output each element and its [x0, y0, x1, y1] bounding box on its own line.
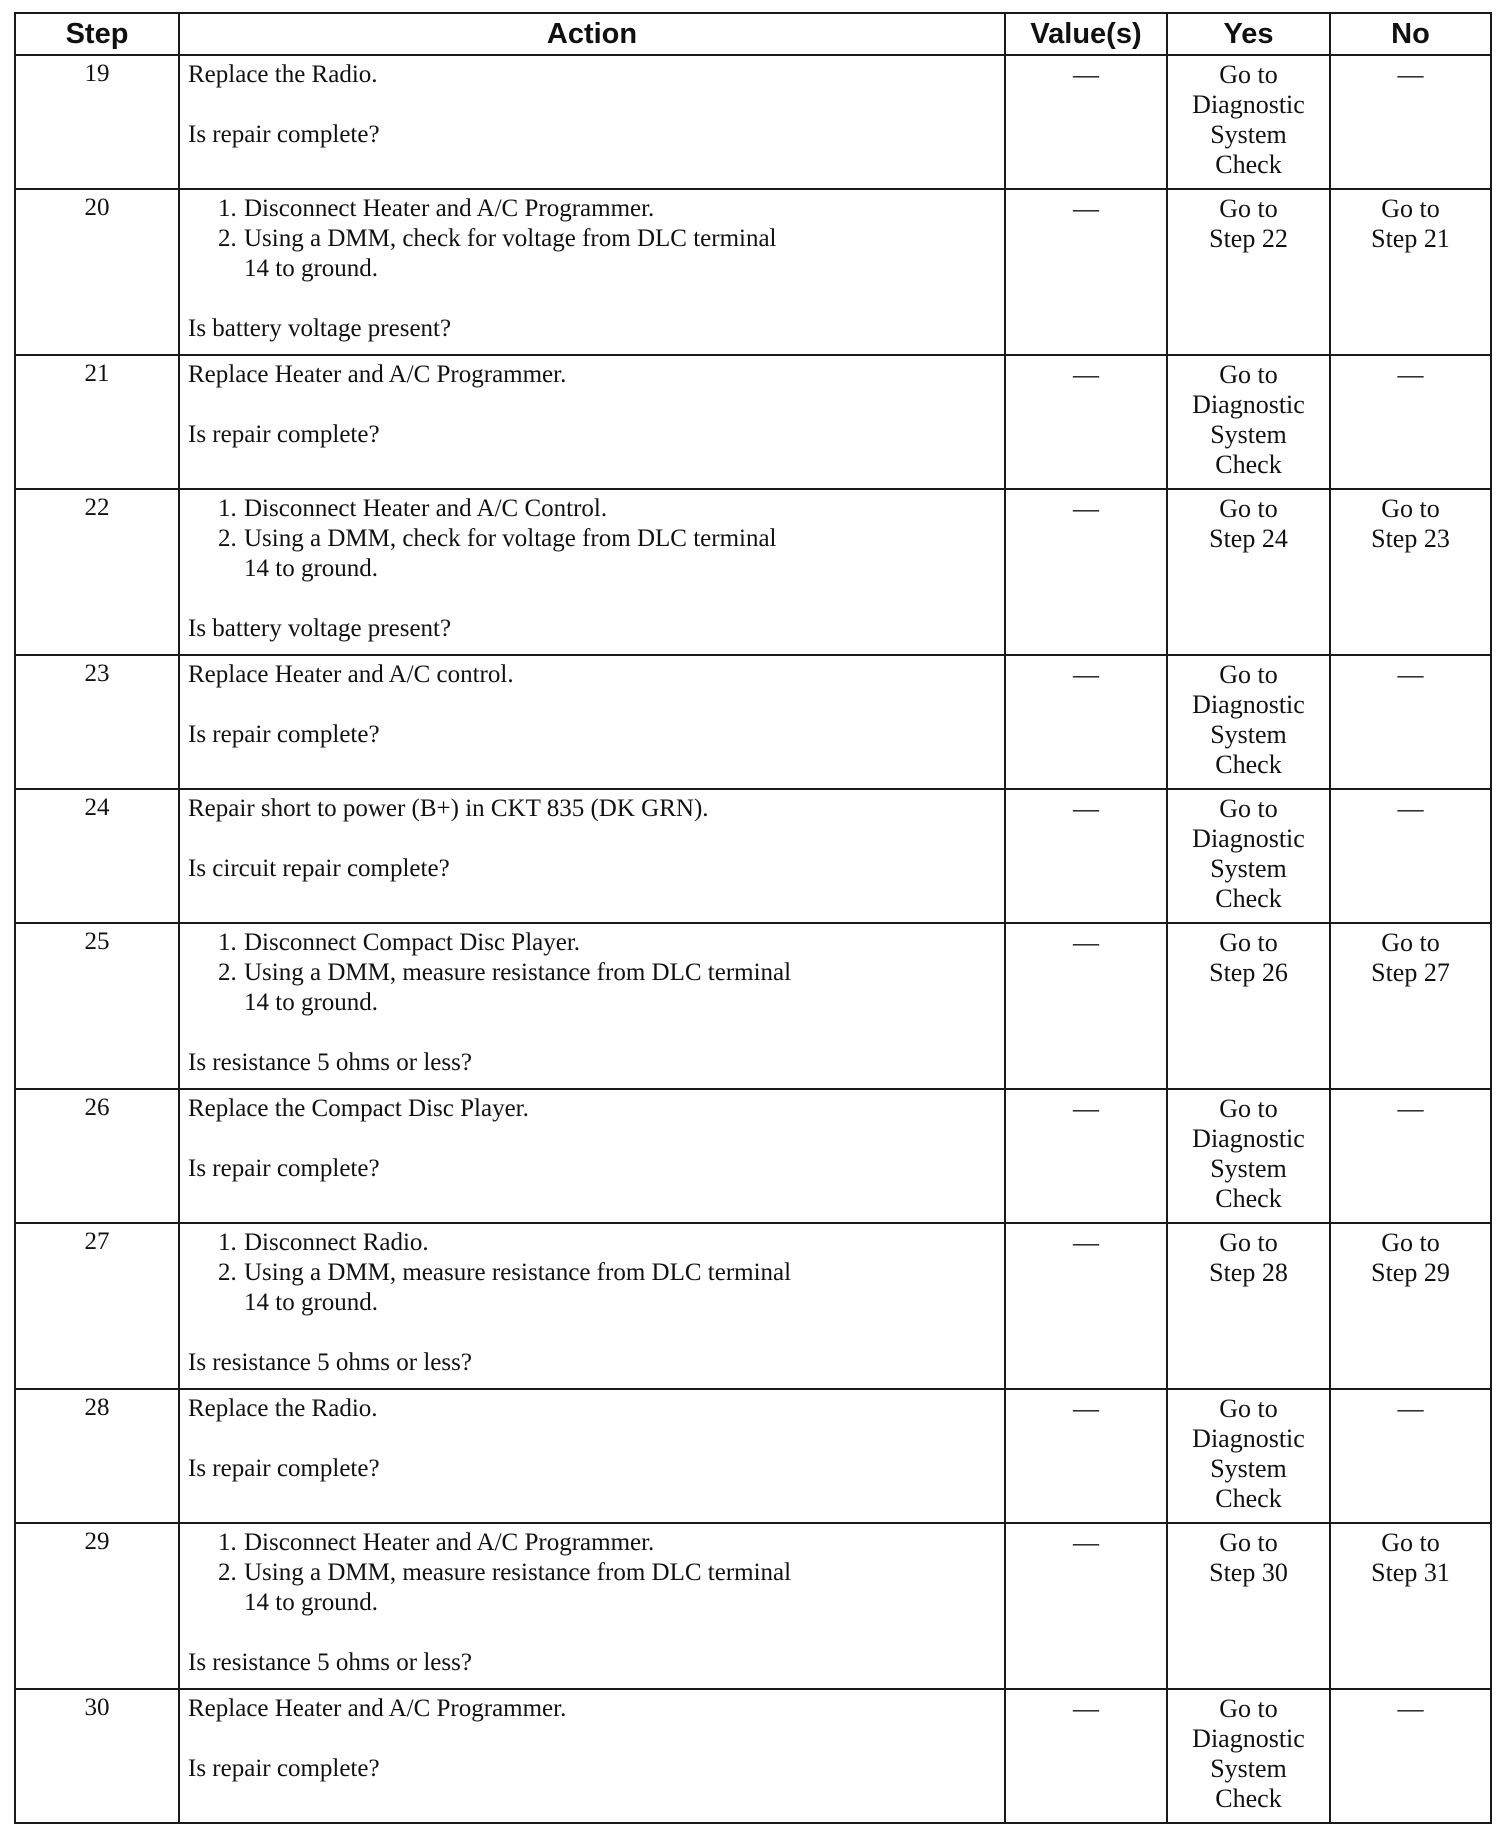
no-cell — [1330, 923, 1491, 1089]
no-text: Go to — [1381, 494, 1440, 523]
header-row — [15, 13, 1491, 55]
step-number: 24 — [15, 789, 179, 923]
action-step-number: 1. — [218, 195, 237, 222]
action-step-text: Disconnect Radio. — [244, 1229, 429, 1256]
yes-cell — [1167, 355, 1330, 489]
no-cell — [1330, 55, 1491, 189]
action-step-text: Using a DMM, measure resistance from DLC terminal — [244, 1559, 792, 1586]
action-question: Is resistance 5 ohms or less? — [188, 1649, 472, 1676]
action-step-text: Disconnect Compact Disc Player. — [244, 929, 581, 956]
action-step-text: Using a DMM, check for voltage from DLC terminal — [244, 525, 777, 552]
yes-cell — [1167, 1089, 1330, 1223]
action-cell — [179, 1223, 1005, 1389]
step-number: 25 — [15, 923, 179, 1089]
yes-text: Go to — [1219, 928, 1278, 957]
yes-text: Diagnostic — [1192, 90, 1305, 119]
yes-text: System — [1210, 1454, 1287, 1483]
yes-cell — [1167, 55, 1330, 189]
action-step-number: 2. — [218, 1259, 237, 1286]
no-cell — [1330, 355, 1491, 489]
no-text: — — [1397, 1394, 1424, 1423]
action-step-text: 14 to ground. — [244, 255, 379, 282]
action-step-text: 14 to ground. — [244, 989, 379, 1016]
action-steps-list — [188, 494, 996, 584]
yes-text: Check — [1215, 1184, 1282, 1213]
action-question: Is repair complete? — [188, 121, 380, 148]
yes-text: Diagnostic — [1192, 1124, 1305, 1153]
value-cell — [1005, 189, 1167, 355]
value-cell — [1005, 655, 1167, 789]
table-row — [15, 1689, 1491, 1823]
value-text: — — [1073, 928, 1099, 957]
value-text: — — [1073, 1394, 1099, 1423]
yes-text: Step 28 — [1209, 1258, 1288, 1287]
yes-text: Go to — [1219, 360, 1278, 389]
step-number: 29 — [15, 1523, 179, 1689]
action-step-item — [218, 524, 996, 584]
no-cell — [1330, 189, 1491, 355]
action-cell — [179, 189, 1005, 355]
no-cell — [1330, 1389, 1491, 1523]
no-text: — — [1397, 1094, 1424, 1123]
header-action: Action — [179, 13, 1005, 55]
table-row — [15, 1089, 1491, 1223]
action-cell — [179, 1523, 1005, 1689]
action-cell — [179, 1689, 1005, 1823]
action-cell — [179, 55, 1005, 189]
yes-text: Go to — [1219, 60, 1278, 89]
yes-cell — [1167, 489, 1330, 655]
action-cell — [179, 923, 1005, 1089]
step-number: 22 — [15, 489, 179, 655]
table-row — [15, 55, 1491, 189]
yes-text: Go to — [1219, 1094, 1278, 1123]
yes-text: Diagnostic — [1192, 1424, 1305, 1453]
value-text: — — [1073, 1694, 1099, 1723]
action-text: Replace the Radio. — [188, 1395, 378, 1422]
value-text: — — [1073, 660, 1099, 689]
value-text: — — [1073, 494, 1099, 523]
value-cell — [1005, 1523, 1167, 1689]
action-cell — [179, 1389, 1005, 1523]
yes-text: Check — [1215, 750, 1282, 779]
yes-text: Check — [1215, 1784, 1282, 1813]
action-question: Is battery voltage present? — [188, 615, 452, 642]
yes-cell — [1167, 655, 1330, 789]
no-text: — — [1397, 360, 1424, 389]
yes-text: Step 30 — [1209, 1558, 1288, 1587]
action-step-item — [218, 1228, 996, 1258]
yes-text: Check — [1215, 1484, 1282, 1513]
action-question: Is resistance 5 ohms or less? — [188, 1049, 472, 1076]
yes-cell — [1167, 789, 1330, 923]
value-cell — [1005, 923, 1167, 1089]
action-step-item — [218, 958, 996, 1018]
no-cell — [1330, 489, 1491, 655]
action-step-item — [218, 1528, 996, 1558]
step-number: 21 — [15, 355, 179, 489]
yes-cell — [1167, 1689, 1330, 1823]
value-cell — [1005, 789, 1167, 923]
yes-text: Step 24 — [1209, 524, 1288, 553]
action-step-text: 14 to ground. — [244, 1589, 379, 1616]
action-text: Replace the Compact Disc Player. — [188, 1095, 529, 1122]
header-no: No — [1330, 13, 1491, 55]
action-question: Is repair complete? — [188, 421, 380, 448]
no-text: Step 27 — [1371, 958, 1450, 987]
action-step-text: Using a DMM, measure resistance from DLC terminal — [244, 959, 792, 986]
action-steps-list — [188, 1228, 996, 1318]
yes-text: System — [1210, 1754, 1287, 1783]
action-step-text: Disconnect Heater and A/C Programmer. — [244, 1529, 655, 1556]
yes-text: Check — [1215, 150, 1282, 179]
value-cell — [1005, 1389, 1167, 1523]
action-step-number: 2. — [218, 1559, 237, 1586]
action-step-item — [218, 1558, 996, 1618]
table-row — [15, 355, 1491, 489]
table-body — [15, 55, 1491, 1823]
action-step-number: 2. — [218, 959, 237, 986]
value-cell — [1005, 1689, 1167, 1823]
no-text: Step 23 — [1371, 524, 1450, 553]
yes-text: Go to — [1219, 1528, 1278, 1557]
yes-cell — [1167, 1389, 1330, 1523]
action-step-text: 14 to ground. — [244, 555, 379, 582]
no-cell — [1330, 1523, 1491, 1689]
yes-text: Go to — [1219, 494, 1278, 523]
action-cell — [179, 655, 1005, 789]
no-cell — [1330, 1689, 1491, 1823]
no-cell — [1330, 789, 1491, 923]
value-text: — — [1073, 1094, 1099, 1123]
yes-text: Diagnostic — [1192, 390, 1305, 419]
action-question: Is circuit repair complete? — [188, 855, 450, 882]
action-text: Replace Heater and A/C Programmer. — [188, 361, 567, 388]
action-question: Is repair complete? — [188, 1155, 380, 1182]
no-text: Step 21 — [1371, 224, 1450, 253]
action-step-number: 1. — [218, 929, 237, 956]
no-text: Step 29 — [1371, 1258, 1450, 1287]
action-step-number: 1. — [218, 495, 237, 522]
no-cell — [1330, 1089, 1491, 1223]
no-text: — — [1397, 660, 1424, 689]
action-question: Is repair complete? — [188, 721, 380, 748]
yes-text: Check — [1215, 450, 1282, 479]
action-text: Replace Heater and A/C Programmer. — [188, 1695, 567, 1722]
yes-text: Go to — [1219, 794, 1278, 823]
table-row — [15, 789, 1491, 923]
action-cell — [179, 1089, 1005, 1223]
yes-text: Step 22 — [1209, 224, 1288, 253]
action-cell — [179, 355, 1005, 489]
table-row — [15, 189, 1491, 355]
action-question: Is battery voltage present? — [188, 315, 452, 342]
table-row — [15, 1223, 1491, 1389]
step-number: 30 — [15, 1689, 179, 1823]
value-text: — — [1073, 60, 1099, 89]
action-steps-list — [188, 1528, 996, 1618]
yes-text: Go to — [1219, 660, 1278, 689]
yes-text: System — [1210, 854, 1287, 883]
yes-text: Go to — [1219, 194, 1278, 223]
action-text: Replace Heater and A/C control. — [188, 661, 514, 688]
action-step-number: 2. — [218, 225, 237, 252]
value-text: — — [1073, 1228, 1099, 1257]
step-number: 28 — [15, 1389, 179, 1523]
action-steps-list — [188, 194, 996, 284]
action-step-number: 1. — [218, 1229, 237, 1256]
header-step: Step — [15, 13, 179, 55]
action-steps-list — [188, 928, 996, 1018]
action-step-number: 1. — [218, 1529, 237, 1556]
value-text: — — [1073, 1528, 1099, 1557]
yes-text: Diagnostic — [1192, 824, 1305, 853]
yes-cell — [1167, 1523, 1330, 1689]
table-row — [15, 1389, 1491, 1523]
yes-cell — [1167, 1223, 1330, 1389]
yes-cell — [1167, 923, 1330, 1089]
step-number: 26 — [15, 1089, 179, 1223]
header-values: Value(s) — [1005, 13, 1167, 55]
step-number: 20 — [15, 189, 179, 355]
action-cell — [179, 789, 1005, 923]
action-step-text: Disconnect Heater and A/C Programmer. — [244, 195, 655, 222]
value-cell — [1005, 1089, 1167, 1223]
step-number: 27 — [15, 1223, 179, 1389]
action-step-item — [218, 494, 996, 524]
no-text: Go to — [1381, 1228, 1440, 1257]
yes-text: Check — [1215, 884, 1282, 913]
action-step-text: 14 to ground. — [244, 1289, 379, 1316]
no-cell — [1330, 655, 1491, 789]
action-step-text: Using a DMM, measure resistance from DLC terminal — [244, 1259, 792, 1286]
yes-text: System — [1210, 1154, 1287, 1183]
no-text: Go to — [1381, 928, 1440, 957]
no-text: Go to — [1381, 194, 1440, 223]
value-cell — [1005, 489, 1167, 655]
action-question: Is repair complete? — [188, 1455, 380, 1482]
no-text: Go to — [1381, 1528, 1440, 1557]
table-row — [15, 923, 1491, 1089]
action-text: Replace the Radio. — [188, 61, 378, 88]
yes-text: Diagnostic — [1192, 1724, 1305, 1753]
action-question: Is repair complete? — [188, 1755, 380, 1782]
step-number: 19 — [15, 55, 179, 189]
value-text: — — [1073, 194, 1099, 223]
yes-text: System — [1210, 120, 1287, 149]
yes-text: Go to — [1219, 1694, 1278, 1723]
table-row — [15, 489, 1491, 655]
action-cell — [179, 489, 1005, 655]
header-yes: Yes — [1167, 13, 1330, 55]
yes-cell — [1167, 189, 1330, 355]
table-row — [15, 655, 1491, 789]
yes-text: Go to — [1219, 1228, 1278, 1257]
table-row — [15, 1523, 1491, 1689]
value-cell — [1005, 1223, 1167, 1389]
no-text: — — [1397, 60, 1424, 89]
step-number: 23 — [15, 655, 179, 789]
value-cell — [1005, 55, 1167, 189]
yes-text: Go to — [1219, 1394, 1278, 1423]
yes-text: System — [1210, 420, 1287, 449]
no-text: — — [1397, 794, 1424, 823]
action-step-text: Using a DMM, check for voltage from DLC terminal — [244, 225, 777, 252]
yes-text: Diagnostic — [1192, 690, 1305, 719]
yes-text: Step 26 — [1209, 958, 1288, 987]
action-step-item — [218, 194, 996, 224]
value-text: — — [1073, 360, 1099, 389]
diagnostic-table — [14, 12, 1492, 1824]
action-text: Repair short to power (B+) in CKT 835 (DK GRN). — [188, 795, 709, 822]
action-step-item — [218, 928, 996, 958]
action-step-number: 2. — [218, 525, 237, 552]
no-text: — — [1397, 1694, 1424, 1723]
value-text: — — [1073, 794, 1099, 823]
action-step-text: Disconnect Heater and A/C Control. — [244, 495, 608, 522]
no-cell — [1330, 1223, 1491, 1389]
yes-text: System — [1210, 720, 1287, 749]
action-question: Is resistance 5 ohms or less? — [188, 1349, 472, 1376]
value-cell — [1005, 355, 1167, 489]
action-step-item — [218, 1258, 996, 1318]
action-step-item — [218, 224, 996, 284]
no-text: Step 31 — [1371, 1558, 1450, 1587]
